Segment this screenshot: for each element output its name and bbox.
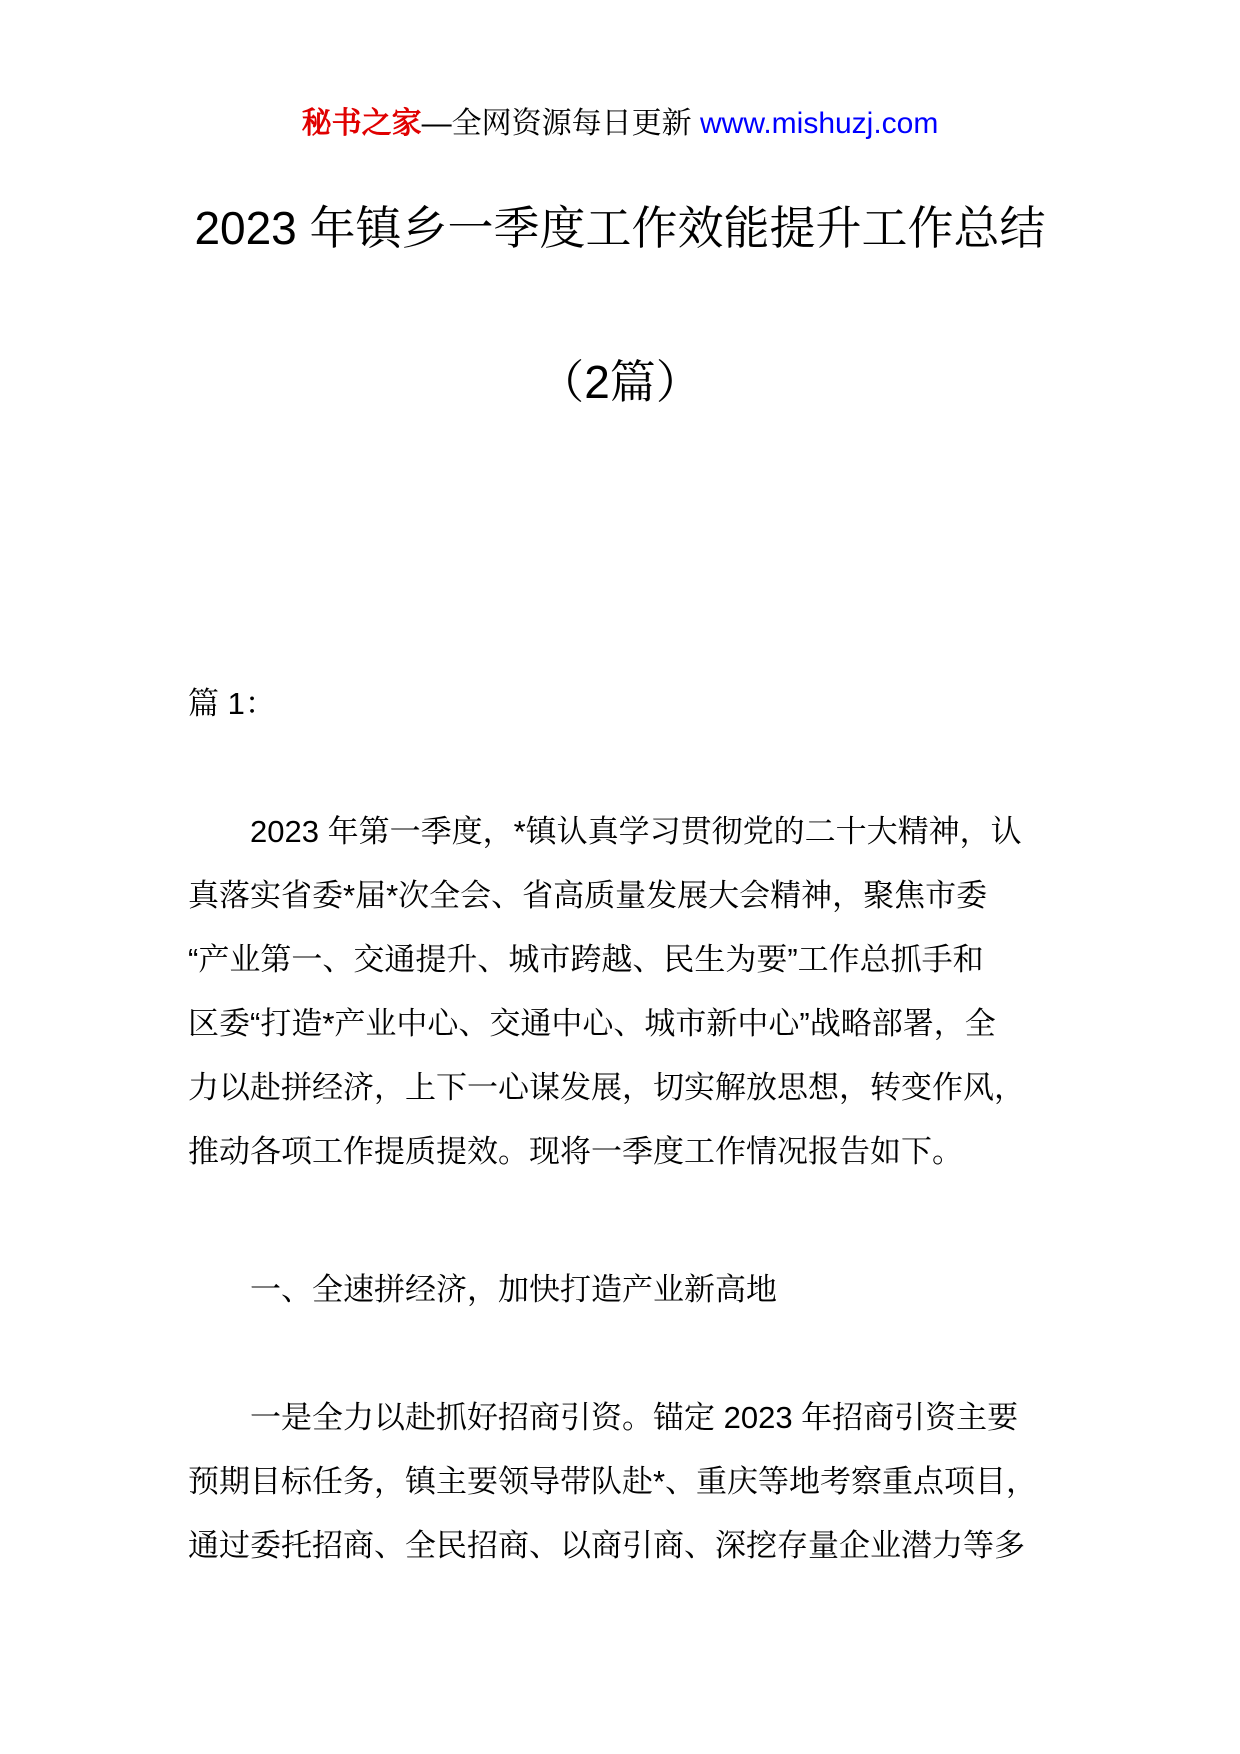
paragraph-line: 通过委托招商、全民招商、以商引商、深挖存量企业潜力等多: [188, 1528, 1025, 1563]
brand-name: 秘书之家: [301, 107, 422, 140]
page-header: [0, 102, 1240, 146]
paragraph-line: 力以赴拼经济，上下一心谋发展，切实解放思想，转变作风，: [188, 1070, 1025, 1105]
section-label: 篇 1：: [188, 686, 276, 721]
header-tagline: —全网资源每日更新: [421, 107, 700, 140]
paragraph-line: 区委“打造*产业中心、交通中心、城市新中心”战略部署，全: [188, 1006, 996, 1041]
paragraph-line: 2023 年第一季度，*镇认真学习贯彻党的二十大精神，认: [250, 814, 1022, 849]
paragraph-intro: [188, 800, 1058, 1184]
paragraph-line: 真落实省委*届*次全会、省高质量发展大会精神，聚焦市委: [188, 878, 988, 913]
document-title: 2023 年镇乡一季度工作效能提升工作总结: [194, 202, 1046, 254]
paragraph-line: 预期目标任务，镇主要领导带队赴*、重庆等地考察重点项目，: [188, 1464, 1038, 1499]
paragraph-line: “产业第一、交通提升、城市跨越、民生为要”工作总抓手和: [188, 942, 984, 977]
site-url-link[interactable]: www.mishuzj.com: [699, 107, 939, 140]
paragraph-line: 一是全力以赴抓好招商引资。锚定 2023 年招商引资主要: [250, 1400, 1019, 1435]
document-subtitle: （2篇）: [538, 356, 702, 408]
paragraph-line: 推动各项工作提质提效。现将一季度工作情况报告如下。: [188, 1134, 963, 1169]
section-heading: 一、全速拼经济，加快打造产业新高地: [250, 1272, 777, 1307]
paragraph-investment: [188, 1386, 1058, 1578]
